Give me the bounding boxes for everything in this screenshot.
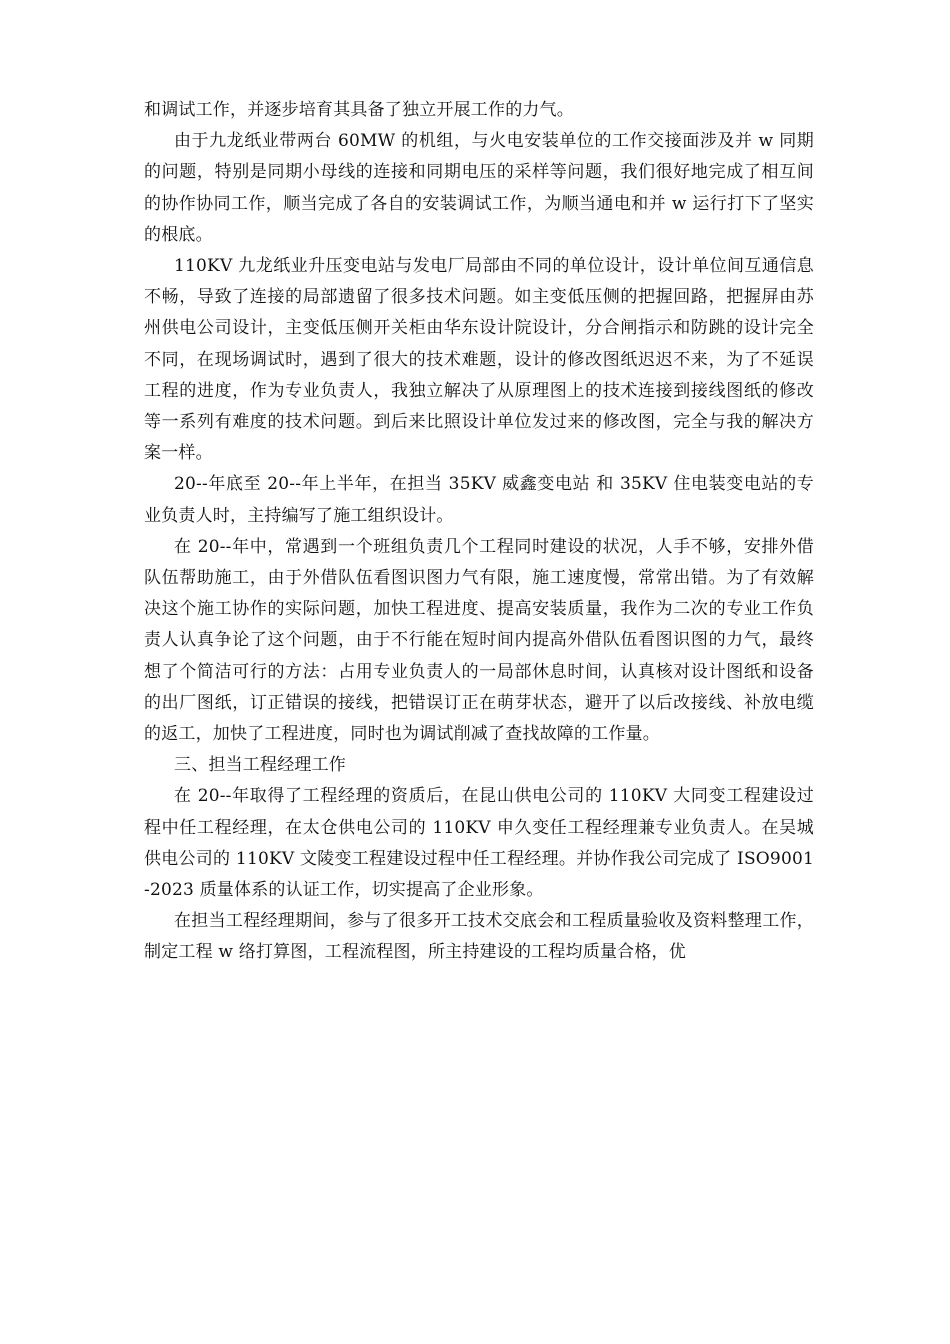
section-heading-3: 三、担当工程经理工作	[174, 755, 346, 776]
paragraph-1: 和调试工作，并逐步培育其具备了独立开展工作的力气。	[144, 100, 574, 120]
paragraph-3: 110KV 九龙纸业升压变电站与发电厂局部由不同的单位设计，设计单位间互通信息不畅，导致了连接的局部遗留了很多技术问题。如主变低压侧的把握回路，把握屏由苏州供电公司设计，主变低压侧开关柜由华东设计院设计，分合闸指示和防跳的设计完全不同，在现场调试时，遇到了很大的技术难题，设计的修改图纸迟迟不来，为了不延误工程的进度，作为专业负责人，我独立解决了从原理图上的技术连接到接线图纸的修改等一系列有难度的技术问题。到后来比照设计单位发过来的修改图，完全与我的解决方案一样。	[144, 256, 814, 464]
paragraph-2: 由于九龙纸业带两台 60MW 的机组，与火电安装单位的工作交接面涉及并 w 同期的问题，特别是同期小母线的连接和同期电压的采样等问题，我们很好地完成了相互间的协作协同工作，顺当完成了各自的安装调试工作，为顺当通电和并 w 运行打下了坚实的根底。	[144, 131, 814, 245]
paragraph-6: 在 20--年取得了工程经理的资质后，在昆山供电公司的 110KV 大同变工程建设过程中任工程经理，在太仓供电公司的 110KV 申久变任工程经理兼专业负责人。在吴城供电公司的 110KV 文陵变工程建设过程中任工程经理。并协作我公司完成了 ISO9001-2023 质量体系的认证工作，切实提高了企业形象。	[144, 786, 814, 901]
paragraph-5: 在 20--年中，常遇到一个班组负责几个工程同时建设的状况，人手不够，安排外借队伍帮助施工，由于外借队伍看图识图力气有限，施工速度慢，常常出错。为了有效解决这个施工协作的实际问题，加快工程进度、提高安装质量，我作为二次的专业工作负责人认真争论了这个问题，由于不行能在短时间内提高外借队伍看图识图的力气，最终想了个简洁可行的方法：占用专业负责人的一局部休息时间，认真核对设计图纸和设备的出厂图纸，订正错误的接线，把错误订正在萌芽状态，避开了以后改接线、补放电缆的返工，加快了工程进度，同时也为调试削减了查找故障的工作量。	[144, 536, 814, 745]
paragraph-7: 在担当工程经理期间，参与了很多开工技术交底会和工程质量验收及资料整理工作，制定工程 w 络打算图，工程流程图，所主持建设的工程均质量合格，优	[144, 911, 814, 963]
paragraph-4: 20--年底至 20--年上半年，在担当 35KV 威鑫变电站 和 35KV 住电装变电站的专业负责人时，主持编写了施工组织设计。	[144, 474, 814, 526]
